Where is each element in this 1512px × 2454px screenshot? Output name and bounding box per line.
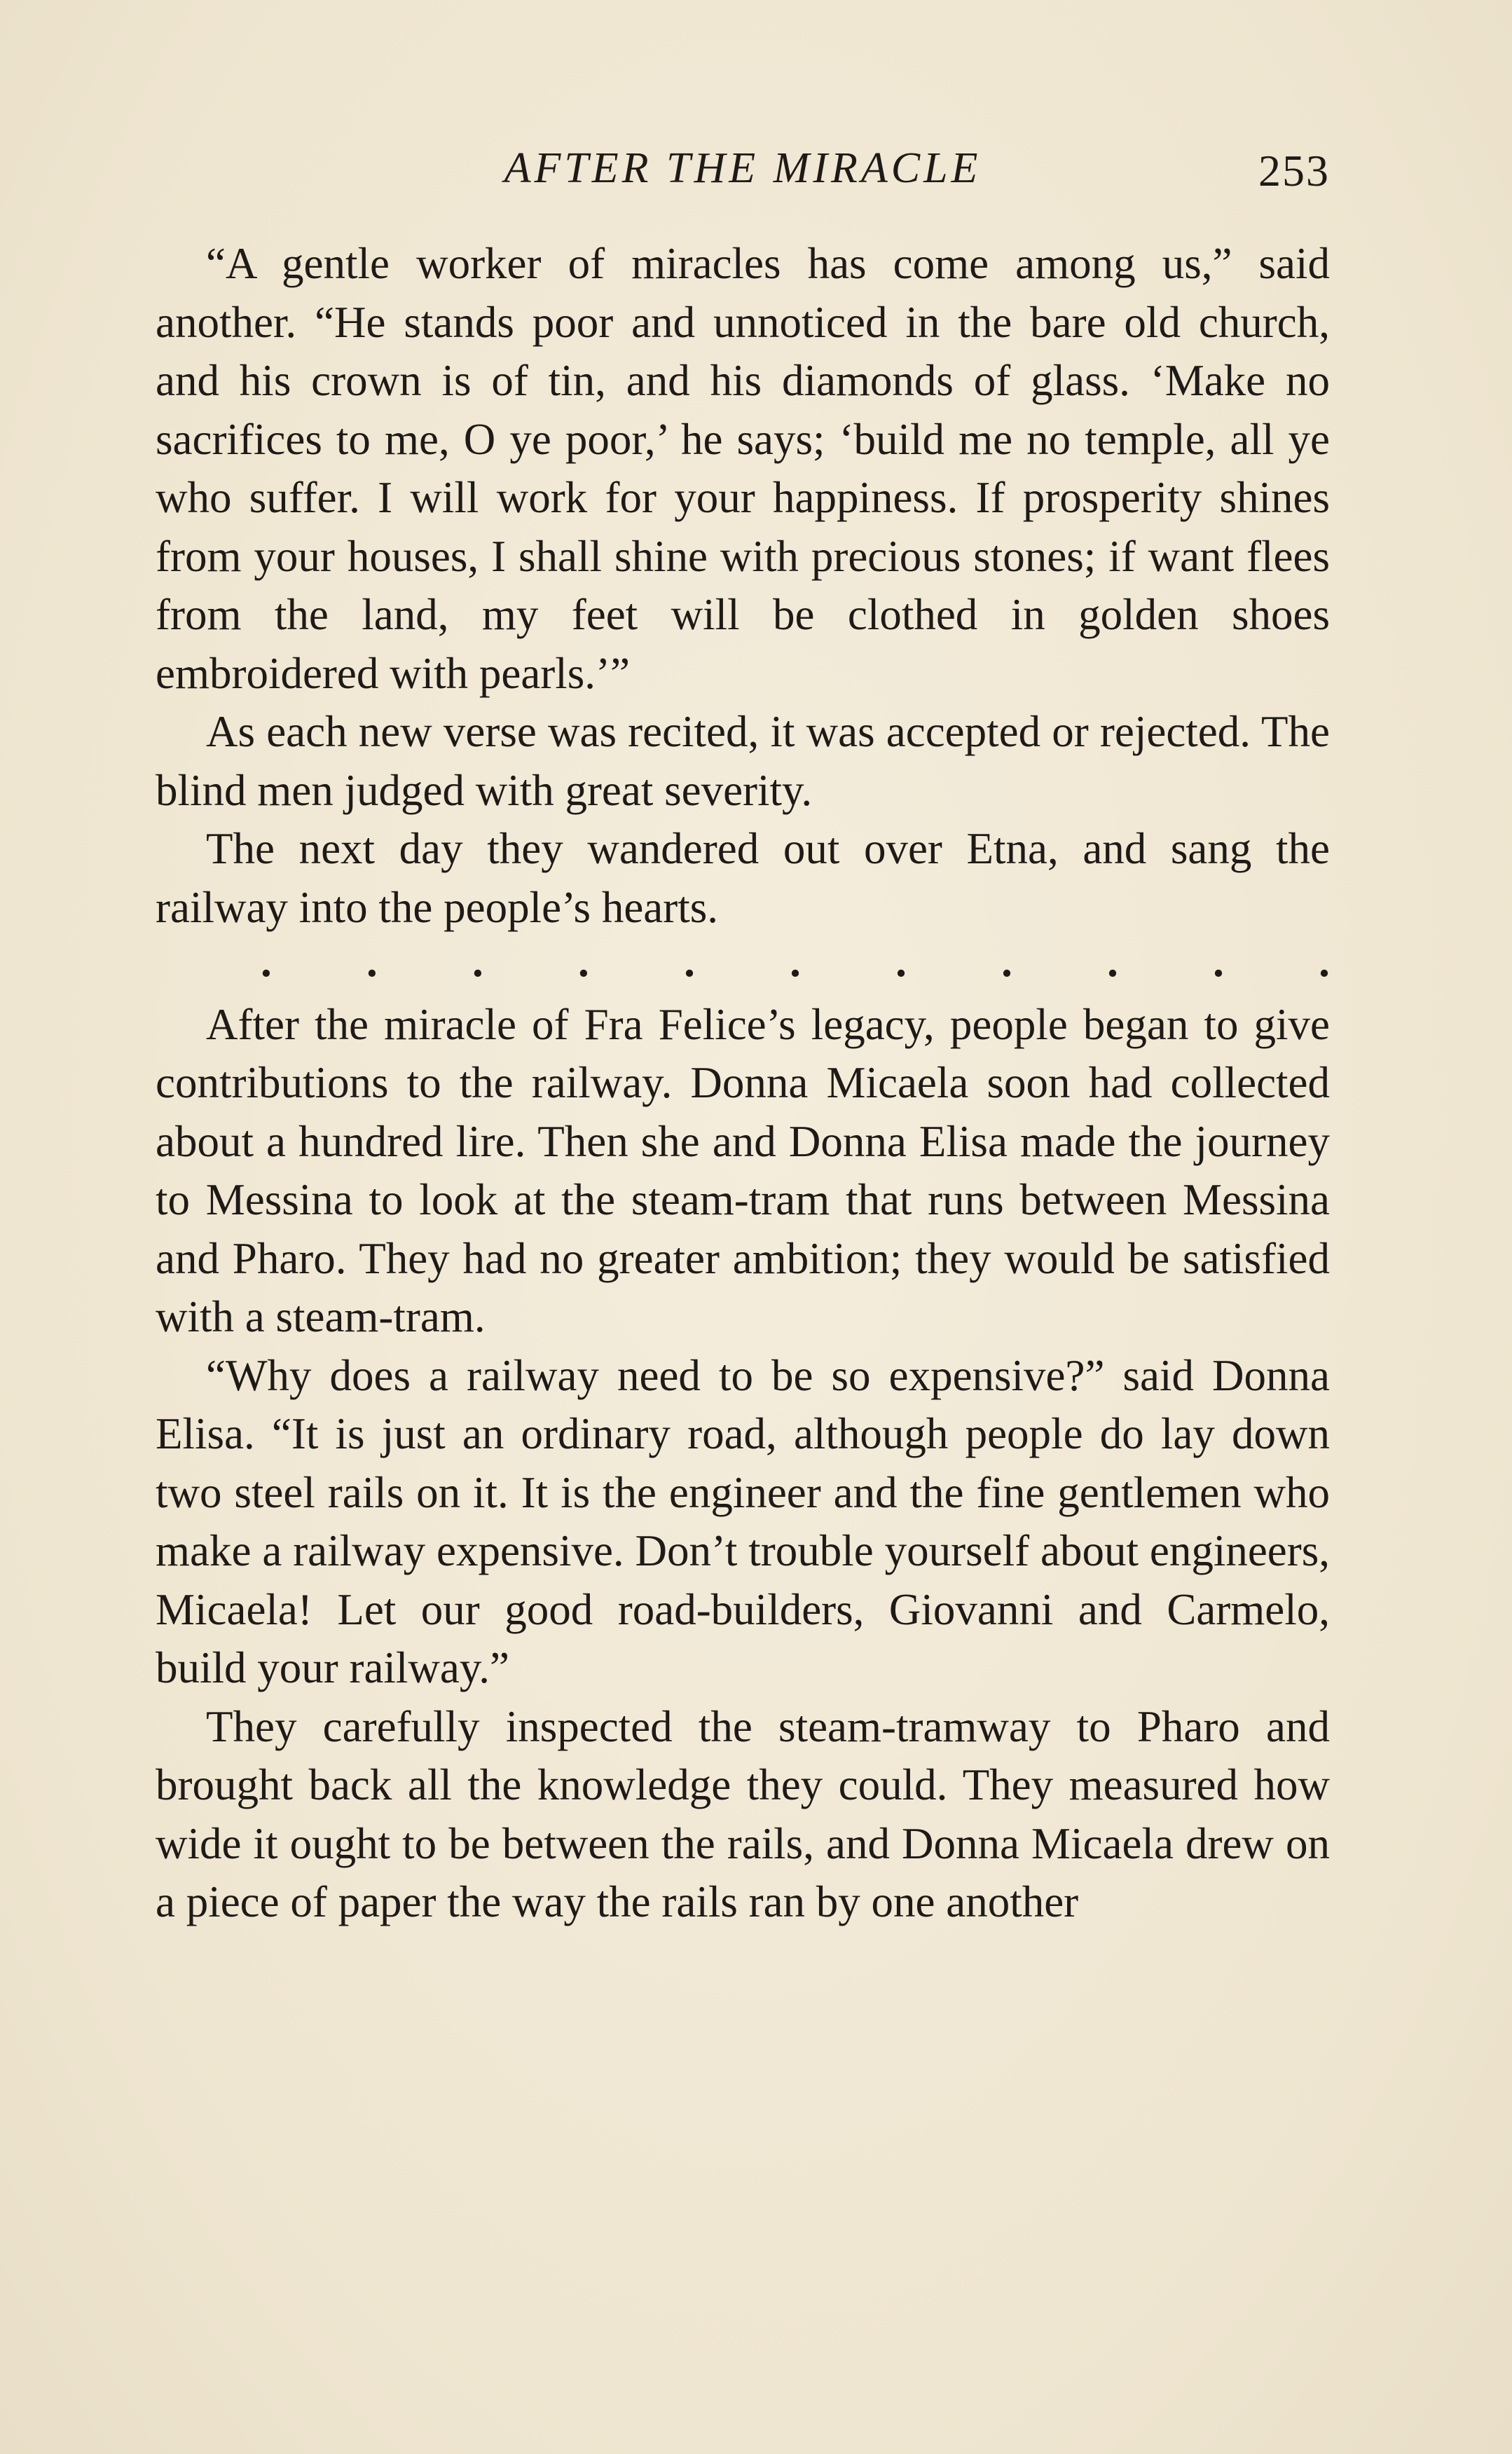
section-break-dot: . [578,937,589,986]
section-break-dot: . [472,937,483,986]
paragraph: The next day they wandered out over Etna, and sang the railway into the people’s hearts. [156,824,1330,932]
running-head [156,144,1330,207]
section-break-dot: . [261,937,272,986]
paragraph: “A gentle worker of miracles has come among us,” said another. “He stands poor and unnoticed in the bare old church, and his crown is of tin, and his diamonds of glass. ‘Make no sacrifices to me, O ye poor,’ he says; ‘build me no temple, all ye who suffer. I will work for your happiness. If prosperity shines from your houses, I shall shine with precious stones; if want flees from the land, my feet will be clothed in golden shoes embroidered with pearls.’” [156,239,1330,698]
section-break-dot: . [1001,937,1012,986]
section-break-dot: . [1319,937,1330,986]
section-break-dot: . [895,937,907,986]
section-break [156,937,1330,996]
page-number: 253 [1258,146,1330,196]
running-title: AFTER THE MIRACLE [504,144,982,192]
section-break-dot: . [1107,937,1118,986]
paragraph: They carefully inspected the steam-tramway to Pharo and brought back all the knowledge they could. They measured how wide it ought to be between the rails, and Donna Micaela drew on a piece of paper the way the rails ran by one another [156,1701,1330,1926]
body-text [156,235,1330,1932]
paragraph: “Why does a railway need to be so expensive?” said Donna Elisa. “It is just an ordinary road, although people do lay down two steel rails on it. It is the engineer and the fine gentlemen who make a railway expensive. Don’t trouble yourself about engineers, Micaela! Let our good road-builders, Giovanni and Carmelo, build your railway.” [156,1350,1330,1692]
paragraph: After the miracle of Fra Felice’s legacy, people began to give contributions to the railway. Donna Micaela soon had collected about a hundred lire. Then she and Donna Elisa made the journey to Messina to look at the steam-tram that runs between Messina and Pharo. They had no greater ambition; they would be satisfied with a steam-tram. [156,999,1330,1341]
paragraph: As each new verse was recited, it was accepted or rejected. The blind men judged with great severity. [156,707,1330,815]
section-break-dot: . [684,937,695,986]
section-break-dot: . [366,937,378,986]
section-break-dot: . [790,937,801,986]
section-break-dot: . [1213,937,1224,986]
